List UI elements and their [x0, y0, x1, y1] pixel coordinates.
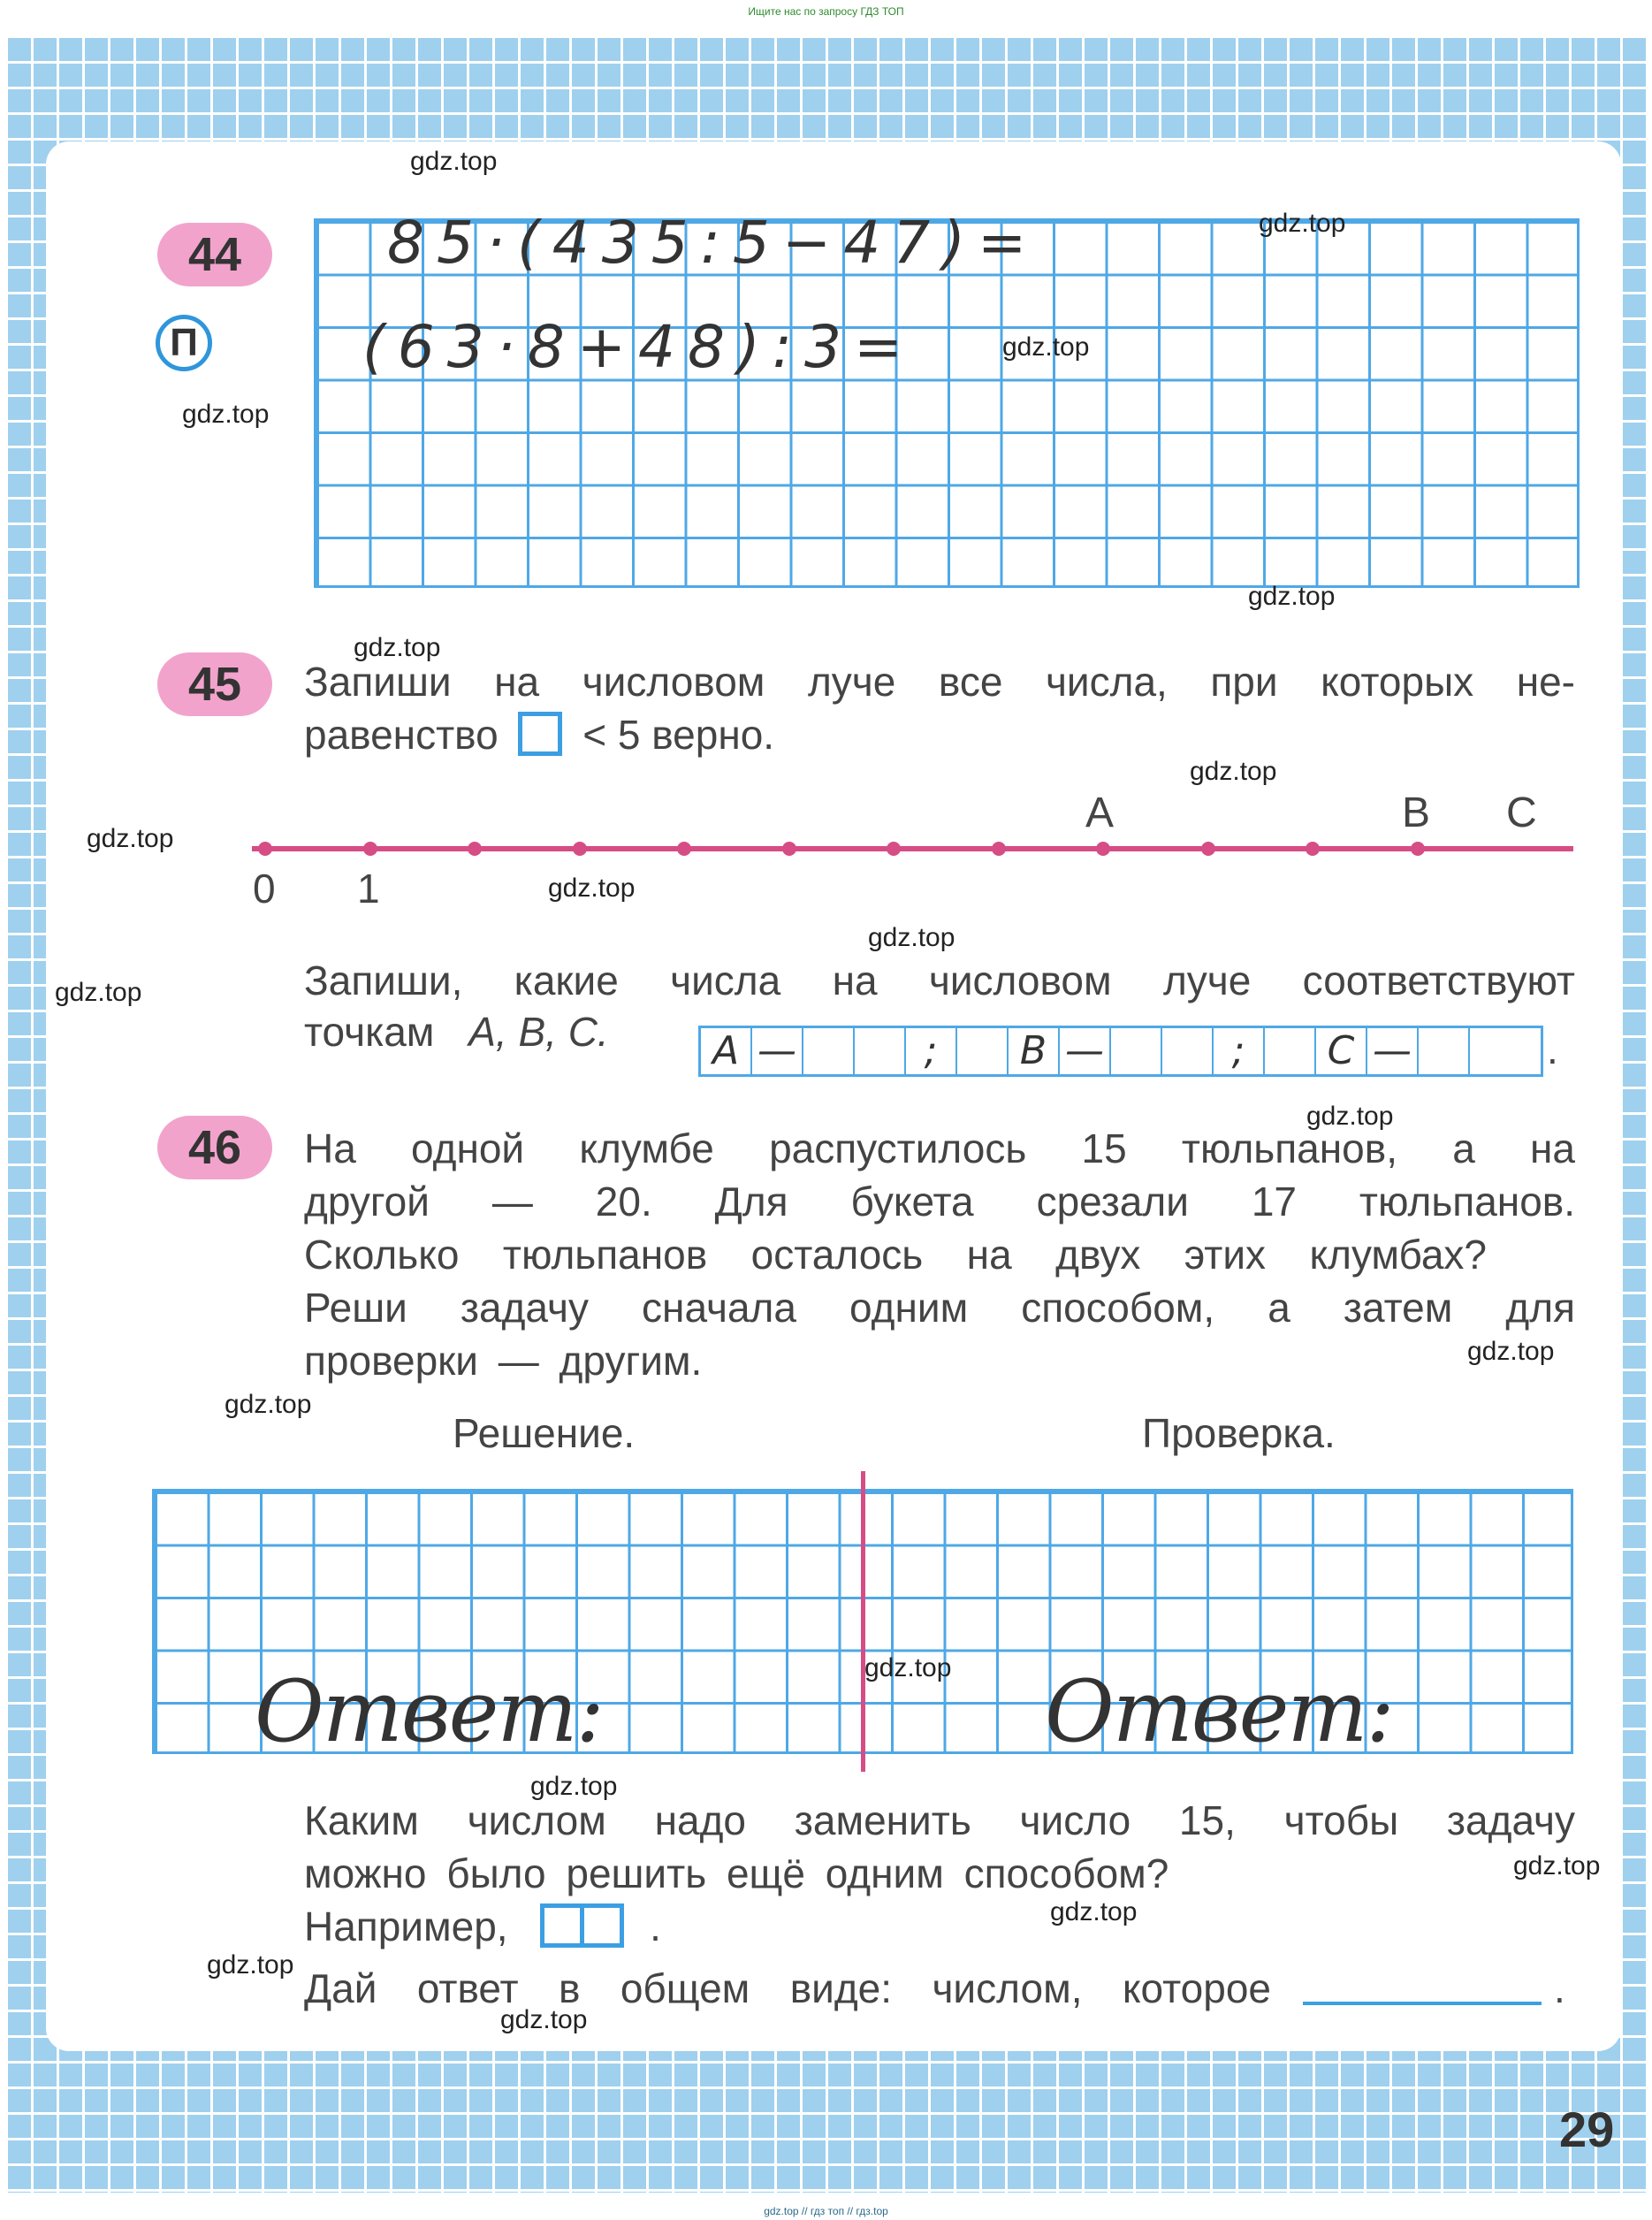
watermark: gdz.top	[1050, 1897, 1138, 1926]
point-b-label: B	[1402, 790, 1431, 836]
ray-tick-1: 1	[357, 866, 380, 912]
answer-cell[interactable]	[803, 1028, 855, 1074]
task-45-question-letters: A, B, C.	[468, 1009, 609, 1055]
check-label: Проверка.	[1142, 1410, 1336, 1456]
watermark: gdz.top	[410, 147, 498, 176]
watermark: gdz.top	[1513, 1851, 1601, 1881]
example-line	[304, 1903, 661, 1950]
task-46-text-line-5: проверки — другим.	[304, 1338, 703, 1384]
task-45-question-line-1: Запиши, какие числа на числовом луче соответствуют	[304, 957, 1575, 1003]
footer-note: gdz.top // гдз топ // гдз.top	[764, 2205, 888, 2217]
task-44-expression-2: (63·8+48):3=	[362, 313, 916, 381]
ray-point	[1306, 842, 1320, 856]
answer-cell: C	[1316, 1028, 1367, 1074]
general-answer-end: .	[1554, 1965, 1565, 2011]
watermark: gdz.top	[225, 1390, 312, 1419]
task-45-text-inequality: < 5 верно.	[582, 712, 775, 758]
ray-point	[258, 842, 272, 856]
task-46-text-line-4: Реши задачу сначала одним способом, а затем для	[304, 1285, 1575, 1331]
watermark: gdz.top	[868, 923, 955, 952]
task-44-expression-1: 85·(435:5−47)=	[387, 209, 1039, 277]
ray-tick-0: 0	[253, 866, 276, 912]
task-46-text-line-3: Сколько тюльпанов осталось на двух этих клумбах?	[304, 1232, 1487, 1278]
check-answer-word: Ответ:	[1045, 1662, 1393, 1761]
answer-cell: —	[752, 1028, 803, 1074]
answer-cell: —	[1060, 1028, 1111, 1074]
point-a-label: A	[1085, 790, 1115, 836]
ray-point	[468, 842, 482, 856]
task-45-text-line-2	[304, 711, 774, 759]
answer-cell	[1265, 1028, 1316, 1074]
answer-cell: ;	[1214, 1028, 1265, 1074]
ray-point	[1411, 842, 1425, 856]
answer-cell: B	[1009, 1028, 1060, 1074]
answer-cell: —	[1367, 1028, 1419, 1074]
points-answer-end: .	[1547, 1026, 1558, 1072]
grid-divider	[861, 1471, 865, 1772]
ray-point	[887, 842, 901, 856]
ray-point	[573, 842, 587, 856]
example-digit-box-2[interactable]	[580, 1903, 624, 1948]
answer-cell: A	[701, 1028, 752, 1074]
answer-cell[interactable]	[1470, 1028, 1521, 1074]
solution-answer-word: Ответ:	[255, 1662, 603, 1761]
task-46-badge: 46	[157, 1116, 272, 1179]
watermark: gdz.top	[1002, 332, 1090, 362]
watermark: gdz.top	[1306, 1102, 1394, 1131]
ray-point	[677, 842, 691, 856]
watermark: gdz.top	[1190, 757, 1277, 786]
task-45-question-line-2	[304, 1008, 609, 1056]
ray-point	[1096, 842, 1110, 856]
task-46-text-line-2: другой — 20. Для букета срезали 17 тюльпанов.	[304, 1179, 1575, 1224]
solution-label: Решение.	[453, 1410, 636, 1456]
page-number: 29	[1559, 2102, 1615, 2157]
header-note: Ищите нас по запросу ГДЗ ТОП	[748, 5, 904, 18]
watermark: gdz.top	[548, 874, 636, 903]
follow-question-line-2: можно было решить ещё одним способом?	[304, 1850, 1169, 1896]
example-digit-box-1[interactable]	[540, 1903, 584, 1948]
watermark: gdz.top	[207, 1950, 294, 1980]
watermark: gdz.top	[354, 633, 441, 662]
watermark: gdz.top	[87, 824, 174, 853]
ray-point	[1201, 842, 1215, 856]
watermark: gdz.top	[864, 1653, 952, 1682]
task-45-text-word: равенство	[304, 712, 499, 758]
ray-point	[782, 842, 796, 856]
answer-cell	[957, 1028, 1009, 1074]
follow-question-line-1: Каким числом надо заменить число 15, чтобы задачу	[304, 1797, 1575, 1843]
example-label: Например,	[304, 1903, 508, 1949]
watermark: gdz.top	[1248, 582, 1336, 611]
answer-cell: ;	[906, 1028, 957, 1074]
answer-cell[interactable]	[1419, 1028, 1470, 1074]
watermark: gdz.top	[1467, 1337, 1555, 1366]
general-answer-text: Дай ответ в общем виде: числом, которое	[304, 1965, 1271, 2011]
points-answer-box[interactable]	[698, 1026, 1543, 1077]
answer-cell[interactable]	[1111, 1028, 1162, 1074]
general-answer-line[interactable]	[1303, 2002, 1542, 2005]
watermark: gdz.top	[1259, 209, 1346, 238]
watermark: gdz.top	[500, 2005, 588, 2034]
number-ray	[247, 831, 1591, 866]
watermark: gdz.top	[182, 400, 270, 429]
task-45-text-line-1: Запиши на числовом луче все числа, при которых не-	[304, 659, 1575, 705]
example-end: .	[650, 1903, 661, 1949]
watermark: gdz.top	[55, 978, 142, 1007]
point-c-label: C	[1506, 790, 1537, 836]
answer-cell[interactable]	[1162, 1028, 1214, 1074]
task-44-tag: П	[156, 315, 212, 371]
task-46-text-line-1: На одной клумбе распустилось 15 тюльпанов, а на	[304, 1125, 1575, 1171]
task-45-badge: 45	[157, 652, 272, 716]
task-45-question-word: точкам	[304, 1009, 435, 1055]
ray-point	[992, 842, 1006, 856]
watermark: gdz.top	[530, 1772, 618, 1801]
ray-point	[363, 842, 377, 856]
task-44-badge: 44	[157, 223, 272, 286]
inequality-box[interactable]	[518, 712, 562, 756]
answer-cell[interactable]	[855, 1028, 906, 1074]
